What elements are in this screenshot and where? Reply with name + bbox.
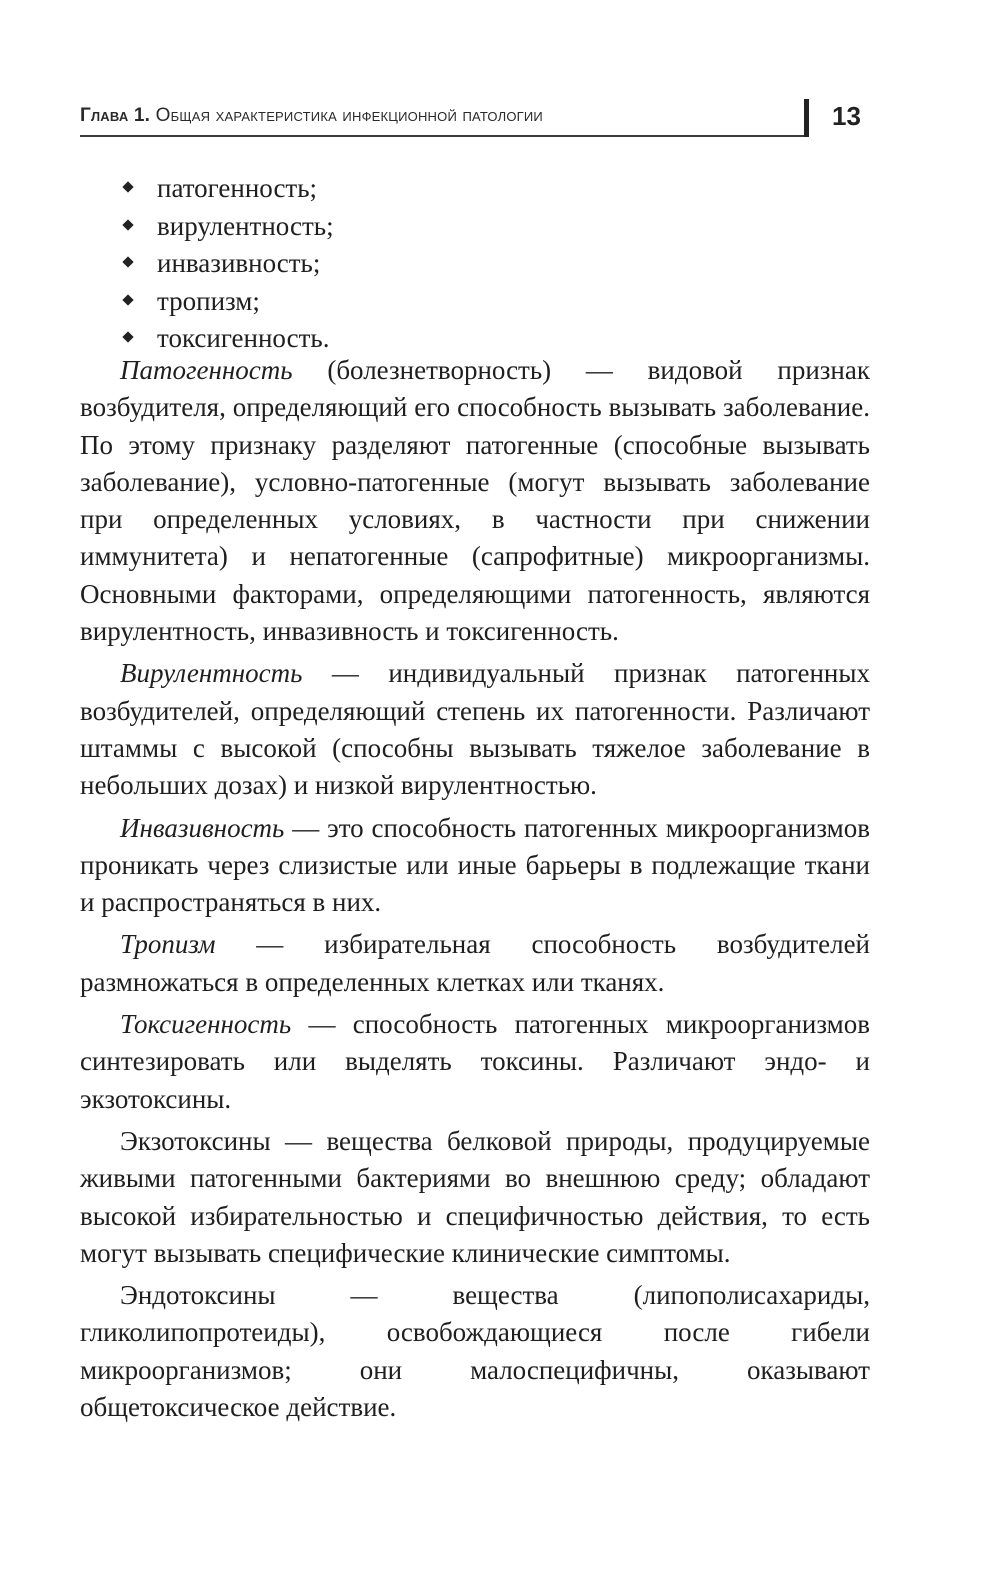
list-item-text: вирулентность; xyxy=(157,210,334,241)
definition: (болезнетворность) — видовой признак возбудителя, определяющий его способность вызывать заболевание. По этому признаку разделяют патогенные (способные вызывать заболевание), условно-патогенные (могут вызывать заболевание при определенных условиях, в частности при снижении иммунитета) и непатогенные (сапрофитные) микроорганизмы. Основными факторами, определяющими патогенность, являются вирулентность, инвазивность и токсигенность. xyxy=(80,355,870,647)
list-item-text: инвазивность; xyxy=(157,248,321,278)
definition: — избирательная способность возбудителей размножаться в определенных клетках или тканях. xyxy=(80,929,870,997)
term: Инвазивность xyxy=(120,812,285,843)
list-item xyxy=(120,208,880,246)
diamond-bullet-icon xyxy=(122,181,133,192)
paragraph-endotoxins xyxy=(80,1277,870,1426)
diamond-bullet-icon xyxy=(122,331,133,342)
term: Вирулентность xyxy=(120,658,303,689)
definition: — индивидуальный признак патогенных возбудителей, определяющий степень их патогенности. Различают штаммы с высокой (способны вызывать тяжелое заболевание в небольших дозах) и низкой вирулентностью. xyxy=(80,658,870,801)
definition: — это способность патогенных микроорганизмов проникать через слизистые или иные барьеры в подлежащие ткани и распространяться в них. xyxy=(80,812,870,918)
list-item xyxy=(120,283,880,321)
paragraph-text: Экзотоксины — вещества белковой природы, продуцируемые живыми патогенными бактериями во внешнюю среду; обладают высокой избирательностью и специфичностью действия, то есть могут вызывать специфические клинические симптомы. xyxy=(80,1125,870,1268)
body-text xyxy=(80,352,870,1431)
paragraph-tropism xyxy=(80,926,870,1001)
paragraph-exotoxins xyxy=(80,1123,870,1272)
page-number: 13 xyxy=(832,101,861,131)
term: Патогенность xyxy=(120,355,293,385)
term: Токсигенность xyxy=(120,1009,292,1040)
bullet-list xyxy=(120,170,880,358)
list-item-text: тропизм; xyxy=(157,285,260,316)
chapter-label: Глава 1. xyxy=(80,105,151,126)
list-item xyxy=(120,170,880,208)
running-header xyxy=(80,99,880,143)
diamond-bullet-icon xyxy=(122,294,133,305)
paragraph-toxigenicity xyxy=(80,1006,870,1118)
paragraph-text: Эндотоксины — вещества (липополисахариды, гликолипопротеиды), освобождающиеся после гибели микроорганизмов; они малоспецифичны, оказывают общетоксическое действие. xyxy=(80,1280,870,1423)
chapter-title: Общая характеристика инфекционной патологии xyxy=(155,105,543,126)
running-head-text xyxy=(80,105,543,127)
diamond-bullet-icon xyxy=(122,219,133,230)
paragraph-invasiveness xyxy=(80,810,870,922)
header-rule xyxy=(80,135,807,137)
term: Тропизм xyxy=(120,929,216,960)
definition: — способность патогенных микроорганизмов синтезировать или выделять токсины. Различают эндо- и экзотоксины. xyxy=(80,1009,870,1114)
paragraph-pathogenicity xyxy=(80,352,870,650)
diamond-bullet-icon xyxy=(122,256,133,267)
paragraph-virulence xyxy=(80,655,870,804)
header-bar xyxy=(804,99,809,137)
list-item-text: патогенность; xyxy=(157,173,318,203)
list-item-text: токсигенность. xyxy=(157,323,330,353)
list-item xyxy=(120,245,880,283)
